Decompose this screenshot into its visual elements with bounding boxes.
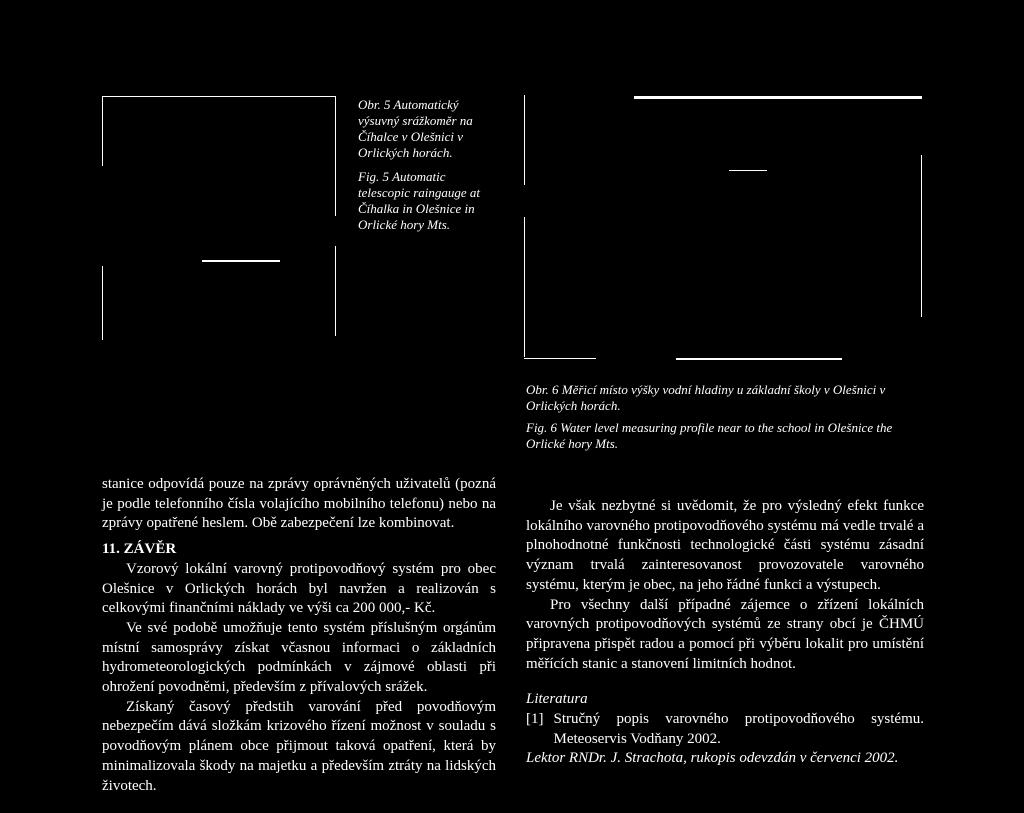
paragraph-chmu-offer: Pro všechny další případné zájemce o zřízení lokálních varovných protipovodňových systémů ze strany obcí je ČHMÚ připravena přispět radou a pomocí při výběru lokalit pro umístění měřících stanic a stanovení limitních hodnot.: [526, 596, 924, 672]
reference-item: [526, 710, 924, 749]
figure-6-caption-en: Fig. 6 Water level measuring profile near to the school in Olešnice the Orlické hory Mts.: [526, 420, 893, 451]
right-column: [526, 497, 924, 769]
section-heading-zaver: 11. ZÁVĚR: [102, 541, 177, 558]
reviewer-note: Lektor RNDr. J. Strachota, rukopis odevzdán v červenci 2002.: [526, 750, 899, 767]
figure-5-caption: [358, 97, 496, 233]
reference-text: Stručný popis varovného protipovodňového systému. Meteoservis Vodňany 2002.: [553, 711, 924, 747]
reference-number: [1]: [526, 711, 544, 728]
paragraph-system-purpose: Ve své podobě umožňuje tento systém příslušným orgánům místní samosprávy získat včasnou informaci o základních hydrometeorologických podmínkách v zájmové oblasti při ohrožení povodněmi, především z přívalových srážek.: [102, 619, 496, 696]
figure-5-caption-cs: Obr. 5 Automatický výsuvný srážkoměr na Číhalce v Olešnici v Orlických horách.: [358, 97, 473, 160]
paragraph-warning-lead-time: Získaný časový předstih varování před povodňovým nebezpečím dává složkám krizového řízení možnost v souladu s povodňovým plánem obce přijmout taková opatření, která by minimalizovala škody na majetku a především ztráty na lidských životech.: [102, 698, 496, 794]
figure-5-caption-en: Fig. 5 Automatic telescopic raingauge at Číhalka in Olešnice in Orlické hory Mts.: [358, 169, 481, 232]
paragraph-station-security: stanice odpovídá pouze na zprávy oprávněných uživatelů (pozná je podle telefonního čísla volajícího mobilního telefonu) nebo na zprávy opatřené heslem. Obě zabezpečení lze kombinovat.: [102, 476, 496, 532]
paragraph-operator-interest: Je však nezbytné si uvědomit, že pro výsledný efekt funkce lokálního varovného protipovodňového systému má vedle trvalé a plnohodnotné funkčnosti technologické části systému zásadní význam trvalá zainteresovanost provozovatele varovného systému, kterým je obec, na jeho řádné funkci a výstupech.: [526, 498, 924, 593]
figure-5-photo: [102, 96, 338, 342]
paragraph-system-cost: Vzorový lokální varovný protipovodňový systém pro obec Olešnice v Orlických horách byl navržen a realizován s celkovými finančními náklady ve výši ca 200 000,- Kč.: [102, 560, 496, 617]
figure-6-caption-cs: Obr. 6 Měřicí místo výšky vodní hladiny u základní školy v Olešnici v Orlických horách.: [526, 382, 886, 413]
literature-heading: Literatura: [526, 691, 588, 708]
figure-6-caption: [526, 382, 926, 452]
left-column: [102, 475, 496, 796]
figure-6-photo: [524, 95, 924, 363]
